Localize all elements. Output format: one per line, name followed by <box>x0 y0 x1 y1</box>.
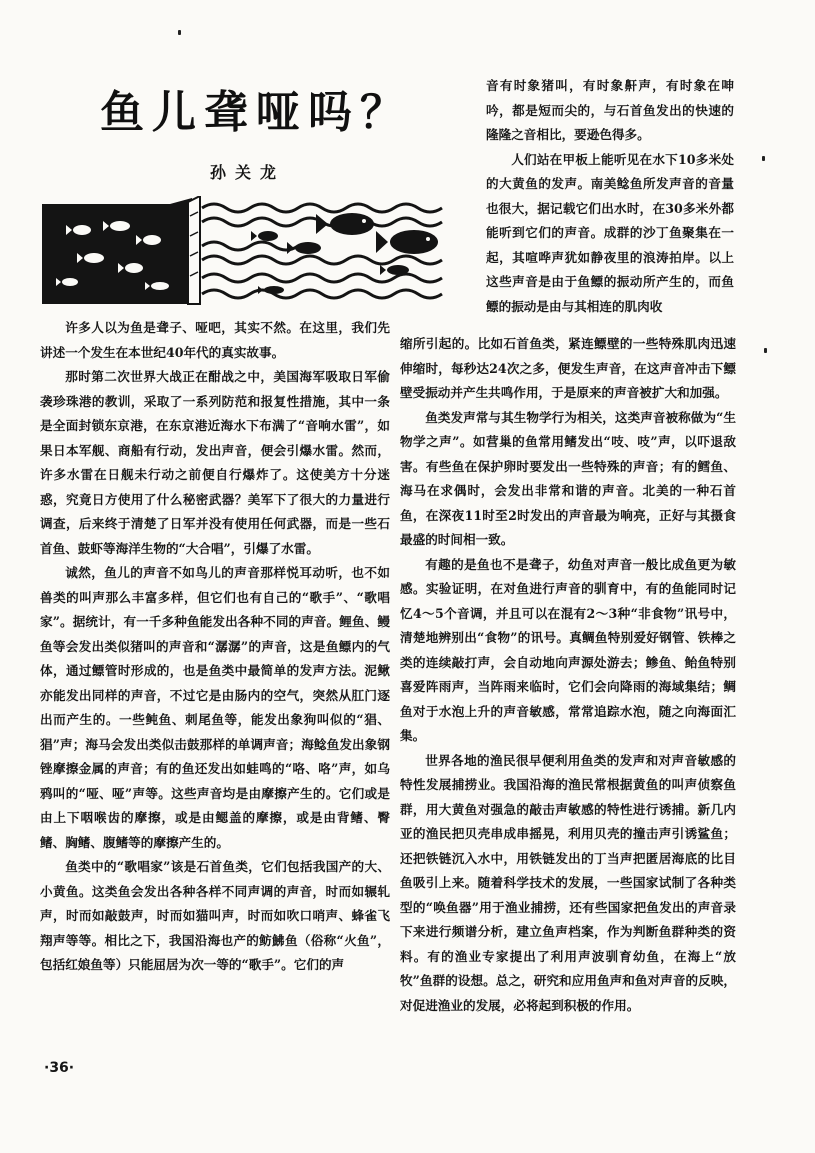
paragraph: 许多人以为鱼是聋子、哑吧，其实不然。在这里，我们先讲述一个发生在本世纪40年代的真实故事。 <box>40 320 390 360</box>
paragraph: 那时第二次世界大战正在酣战之中，美国海军吸取日军偷袭珍珠港的教训，采取了一系列防范和报复性措施，其中一条是全面封锁东京港，在东京港近海水下布满了“音响水雷”，如果日本军舰、商船有行动，发出声音，便会引爆水雷。然而，许多水雷在日舰未行动之前便自行爆炸了。这使美方十分迷惑，究竟日方使用了什么秘密武器？美军下了很大的力量进行调查，后来终于清楚了日军并没有使用任何武器，而是一些石首鱼、鼓虾等海洋生物的“大合唱”，引爆了水雷。 <box>40 369 390 556</box>
paragraph: 有趣的是鱼也不是聋子，幼鱼对声音一般比成鱼更为敏感。实验证明，在对鱼进行声音的驯育中，有的鱼能同时记忆4～5个音调，并且可以在混有2～3种“非食物”讯号中，清楚地辨别出“食物”的讯号。真鲷鱼特别爱好钢管、铁棒之类的连续敲打声，会自动地向声源处游去；鲹鱼、鲐鱼特别喜爱阵雨声，当阵雨来临时，它们会向降雨的海域集结；鲷鱼对于水泡上升的声音敏感，常常追踪水泡，随之向海面汇集。 <box>400 556 736 743</box>
paragraph: 鱼类中的“歌唱家”该是石首鱼类，它们包括我国产的大、小黄鱼。这类鱼会发出各种各样不同声调的声音，时而如辗轧声，时而如敲鼓声，时而如猫叫声，时而如吹口哨声、蜂雀飞翔声等等。相比之下，我国沿海也产的鲂鮄鱼（俗称“火鱼”，包括红娘鱼等）只能屈居为次一等的“歌手”。它们的声 <box>40 859 390 972</box>
print-speck <box>762 156 765 161</box>
fin-shape-light <box>188 196 200 304</box>
print-speck <box>764 348 767 353</box>
page-number: ·36· <box>44 1060 75 1076</box>
article-title: 鱼儿聋哑吗？ <box>100 87 412 138</box>
paragraph: 缩所引起的。比如石首鱼类，紧连鳔壁的一些特殊肌肉迅速伸缩时，每秒达24次之多，便发生声音，在这声音冲击下鳔壁受振动并产生共鸣作用，于是原来的声音被扩大和加强。 <box>400 336 736 400</box>
column-right-top <box>486 74 734 319</box>
article-author: 孙关龙 <box>210 163 286 182</box>
paragraph: 音有时象猪叫，有时象鼾声，有时象在呻吟，都是短而尖的，与石首鱼发出的快速的隆隆之音相比，要逊色得多。 <box>486 78 734 142</box>
fish-and-waves-illustration <box>42 196 447 308</box>
paragraph: 鱼类发声常与其生物学行为相关，这类声音被称做为“生物学之声”。如营巢的鱼常用鳍发出“吱、吱”声，以吓退敌害。有些鱼在保护卵时要发出一些特殊的声音；有的鳕鱼、海马在求偶时，会发出非常和谐的声音。北美的一种石首鱼，在深夜11时至2时发出的声音最为响亮，正好与其摄食最盛的时间相一致。 <box>400 409 736 547</box>
column-left <box>40 316 390 978</box>
print-speck <box>178 30 181 35</box>
paragraph: 人们站在甲板上能听见在水下10多米处的大黄鱼的发声。南美鲶鱼所发声音的音量也很大，据记载它们出水时，在30多米外都能听到它们的声音。成群的沙丁鱼聚集在一起，其喧哗声犹如静夜里的浪涛拍岸。以上这些声音是由于鱼鳔的振动所产生的，而鱼鳔的振动是由与其相连的肌肉收 <box>486 151 734 314</box>
dark-panel <box>42 204 188 304</box>
paragraph: 诚然，鱼儿的声音不如鸟儿的声音那样悦耳动听，也不如兽类的叫声那么丰富多样，但它们也有自己的“歌手”、“歌唱家”。据统计，有一千多种鱼能发出各种不同的声音。鲤鱼、鳗鱼等会发出类似猪叫的声音和“潺潺”的声音，这是鱼鳔内的气体，通过鳔管时形成的，也是鱼类中最简单的发声方法。泥鳅亦能发出同样的声音，不过它是由肠内的空气，突然从肛门逐出而产生的。一些鲀鱼、刺尾鱼等，能发出象狗叫似的“猖、猖”声；海马会发出类似击鼓那样的单调声音；海鲶鱼发出象钢锉摩擦金属的声音；有的鱼还发出如蛙鸣的“咯、咯”声，如乌鸦叫的“哑、哑”声等。这些声音均是由摩擦产生的。它们或是由上下咽喉齿的摩擦，或是由鳃盖的摩擦，或是由背鳍、臀鳍、胸鳍、腹鳍等的摩擦产生的。 <box>40 565 390 850</box>
paragraph: 世界各地的渔民很早便利用鱼类的发声和对声音敏感的特性发展捕捞业。我国沿海的渔民常根据黄鱼的叫声侦察鱼群，用大黄鱼对强急的敲击声敏感的特性进行诱捕。新几内亚的渔民把贝壳串成串摇晃，利用贝壳的撞击声引诱鲨鱼；还把铁链沉入水中，用铁链发出的丁当声把匿居海底的比目鱼吸引上来。随着科学技术的发展，一些国家试制了各种类型的“唤鱼器”用于渔业捕捞，还有些国家把鱼发出的声音录下来进行频谱分析，建立鱼声档案，作为判断鱼群种类的资料。有的渔业专家提出了利用声波驯育幼鱼，在海上“放牧”鱼群的设想。总之，研究和应用鱼声和鱼对声音的反映，对促进渔业的发展，必将起到积极的作用。 <box>400 752 736 1013</box>
column-right <box>400 332 736 1018</box>
